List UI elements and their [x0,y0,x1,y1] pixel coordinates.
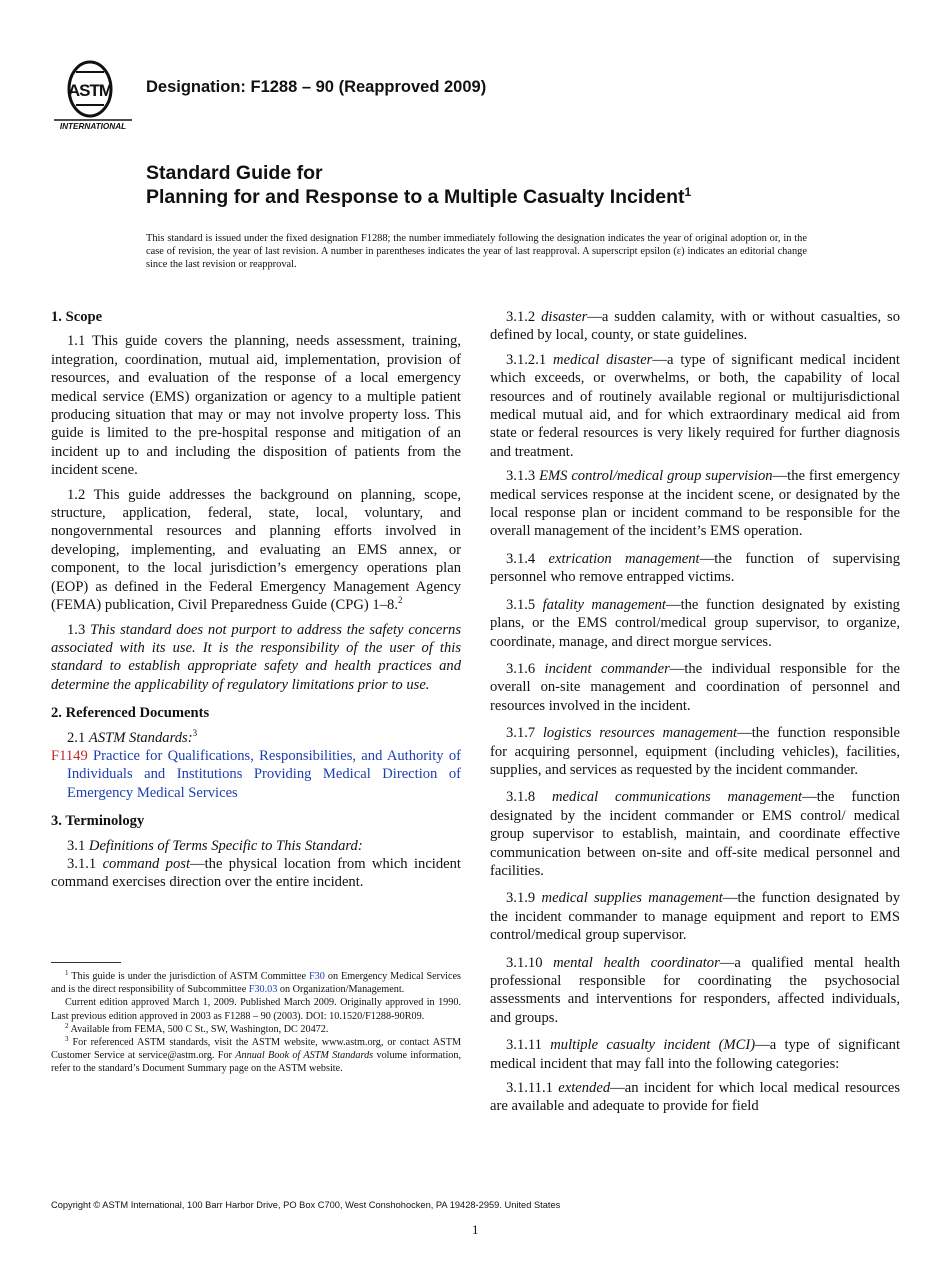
paragraph-3-1: 3.1 Definitions of Terms Specific to This Standard: [67,837,363,854]
copyright-line: Copyright © ASTM International, 100 Barr Harbor Drive, PO Box C700, West Conshohocken, PA 19428-2959. United States [51,1200,561,1210]
astm-logo [52,58,134,132]
svg-text:ASTM: ASTM [67,81,113,100]
footnotes [51,970,461,1076]
title-line-1: Standard Guide for [146,162,323,184]
title-line-2: Planning for and Response to a Multiple Casualty Incident$^1$ [146,185,692,208]
footnote-link-f30-03[interactable]: F30.03 [248,984,278,996]
term-3-1-7: 3.1.7 logistics resources management—the function responsible for acquiring personnel, equipment (including vehicles), facilities, supplies, and services as requested by the incident commander. [490,725,900,778]
footnote-divider [51,962,121,963]
footnote-1-edition: Current edition approved March 1, 2009. Published March 2009. Originally approved in 1990. Last previous edition approved in 2003 as F1288 – 90 (2003). DOI: 10.1520/F1288-90R09. [51,997,461,1022]
term-3-1-11-1: 3.1.11.1 extended—an incident for which local medical resources are available and adequate to provide for field [490,1080,901,1115]
reference-f1149[interactable] [51,747,461,802]
paragraph-2-1: 2.1 ASTM Standards:$^3$ [67,727,198,746]
left-column [51,308,461,892]
page-number: 1 [472,1222,479,1237]
right-column [490,308,900,1116]
paragraph-1-2: 1.2 This guide addresses the background on planning, scope, structure, application, federal, state, local, voluntary, and nongovernmental resources and planning efforts involved in developing, implementing, and evaluating an EMS annex, or component, to the local jurisdiction’s emergency operations plan (EOP) as defined in the Federal Emergency Management Agency (FEMA) publication, Civil Preparedness Guide (CPG) 1–8.$^2$ [51,486,461,614]
term-3-1-5: 3.1.5 fatality management—the function designated by existing plans, or the EMS control/medical group supervisor, to organize, coordinate, manage, and direct morgue services. [490,596,900,650]
footnote-3: $^3$ For referenced ASTM standards, visit the ASTM website, www.astm.org, or contact ASTM Customer Service at service@astm.org. For Annual Book of ASTM Standards volume information, refer to the standard’s Document Summary page on the ASTM website. [51,1035,462,1075]
paragraph-1-3: 1.3 This standard does not purport to address the safety concerns associated with its use. It is the responsibility of the user of this standard to establish appropriate safety and health practices and determine the applicability of regulatory limitations prior to use. [51,621,461,693]
term-3-1-10: 3.1.10 mental health coordinator—a qualified mental health professional responsible for coordinating the psychosocial assessments and interventions for responders, affected individuals, and groups. [490,954,900,1026]
designation: Designation: F1288 – 90 (Reapproved 2009) [146,78,487,96]
footnote-1: $^1$ This guide is under the jurisdiction of ASTM Committee F30 on Emergency Medical Services and is the direct responsibility of Subcommittee F30.03 on Organization/Management. [51,969,462,996]
term-3-1-1: 3.1.1 command post—the physical location from which incident command exercises direction over the entire incident. [51,855,461,891]
section-heading-referenced-documents: 2. Referenced Documents [51,705,210,722]
reference-title-link[interactable]: Practice for Qualifications, Responsibilities, and Authority of Individuals and Institutions Providing Medical Direction of Emergency Medical Services [67,747,461,801]
term-3-1-9: 3.1.9 medical supplies management—the function designated by the incident commander to manage equipment and report to EMS control/medical group supervisor. [490,890,900,944]
term-3-1-2-1: 3.1.2.1 medical disaster—a type of significant medical incident which exceeds, or overwhelms, or both, the capability of local resources and of routinely available regional or multijurisdictional medical mutual aid, and for which extraordinary medical aid from state or federal resources is very likely required for further diagnosis and treatment. [490,351,900,460]
svg-text:INTERNATIONAL: INTERNATIONAL [59,122,127,131]
term-3-1-2: 3.1.2 disaster—a sudden calamity, with or without casualties, so defined by local, county, or state guidelines. [490,309,900,344]
title-footnote-ref: 1 [684,185,692,199]
term-3-1-6: 3.1.6 incident commander—the individual responsible for the overall on-site management and coordination of personnel and resources involved in the incident. [490,660,900,714]
section-heading-scope: 1. Scope [51,309,103,325]
paragraph-1-1: 1.1 This guide covers the planning, needs assessment, training, integration, coordination, mutual aid, implementation, provision of resources, and evaluation of the response of a local emergency medical service (EMS) organization or agency to a multiple patient producing situation that may or may not involve property loss. This guide is limited to the pre-hospital response and mitigation of an incident up to and including the disposition of patients from the incident scene. [51,333,461,479]
term-3-1-8: 3.1.8 medical communications management—the function designated by the incident commander or EMS control/ medical group supervisor to establish, maintain, and coordinate effective communication between on-site and off-site medical personnel and facilities. [490,789,900,879]
term-3-1-3: 3.1.3 EMS control/medical group supervision—the first emergency medical services response at the incident scene, or designated by the local response plan or incident command to be responsible for the overall management of the incident’s EMS operation. [490,468,900,540]
standard-notice: This standard is issued under the fixed designation F1288; the number immediately following the designation indicates the year of original adoption or, in the case of revision, the year of last revision. A number in parentheses indicates the year of last reapproval. A superscript epsilon (ε) indicates an editorial change since the last revision or reapproval. [146,233,807,271]
footnote-2: $^2$ Available from FEMA, 500 C St., SW, Washington, DC 20472. [65,1021,329,1035]
section-heading-terminology: 3. Terminology [51,813,145,830]
term-3-1-4: 3.1.4 extrication management—the function of supervising personnel who remove entrapped victims. [490,550,900,586]
term-3-1-11: 3.1.11 multiple casualty incident (MCI)—a type of significant medical incident that may fall into the following categories: [490,1037,900,1072]
reference-code-link[interactable]: F1149 [51,747,88,764]
footnote-link-f30[interactable]: F30 [309,971,325,982]
document-title [146,161,691,209]
